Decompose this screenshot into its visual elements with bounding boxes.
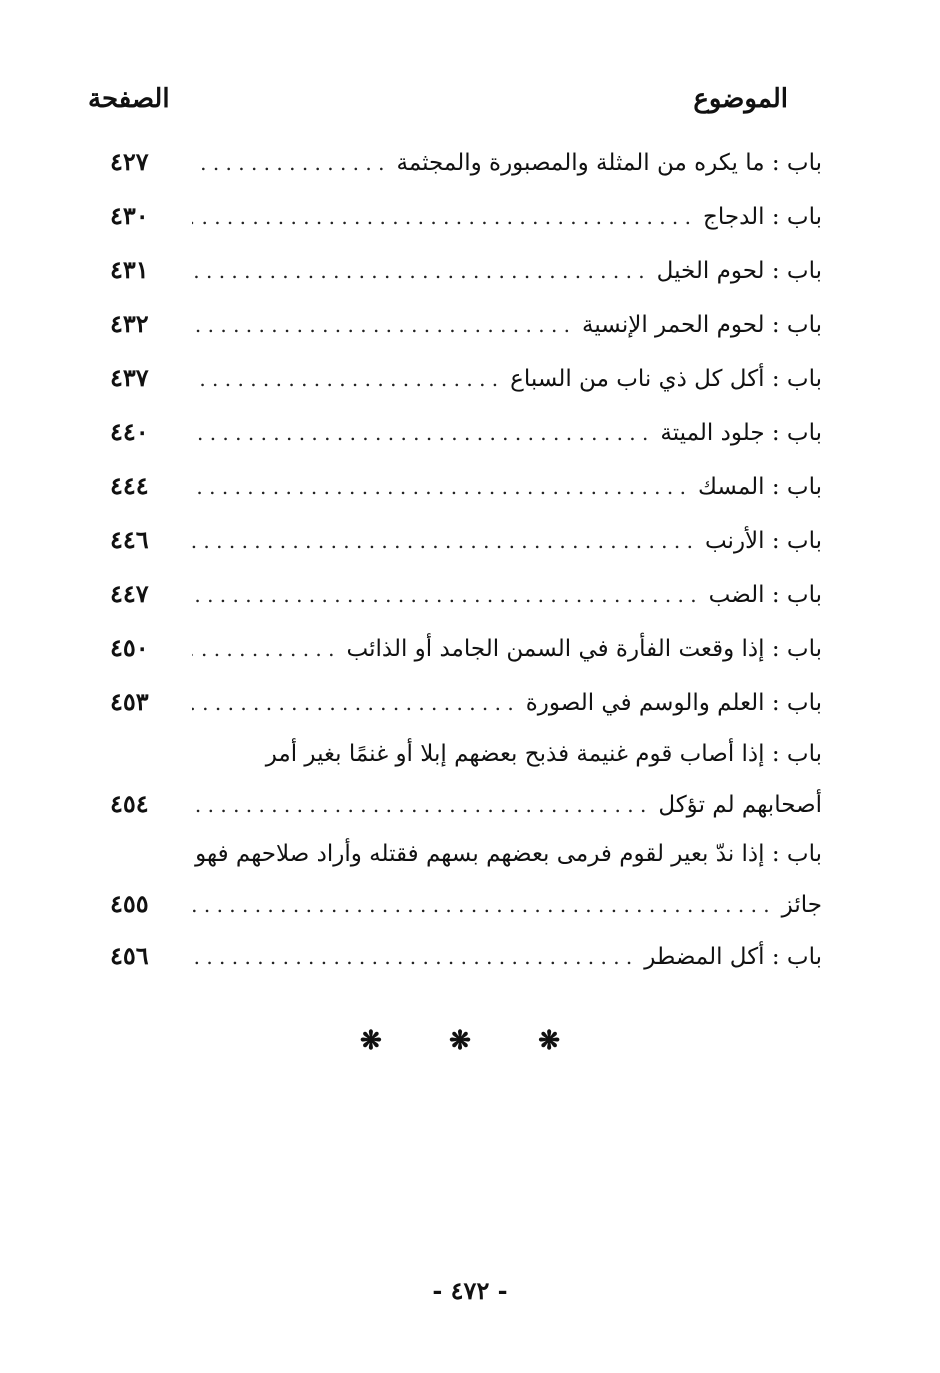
toc-entry-page: ٤٥٥ [110, 889, 149, 918]
toc-entry-line [110, 879, 822, 929]
toc-entry-page: ٤٥٤ [110, 789, 149, 818]
toc-entry-line [110, 779, 822, 829]
toc-entry-page: ٤٤٠ [110, 417, 149, 446]
toc-entry-page: ٤٣٢ [110, 309, 149, 338]
toc-entry-line [110, 621, 822, 675]
toc-entry [110, 243, 822, 297]
toc-entry-title: باب : أكل كل ذي ناب من السباع [510, 366, 822, 392]
toc-entry-title: باب : المسك [697, 474, 822, 500]
page-number: - ٤٧٢ - [432, 1276, 508, 1305]
toc-entry-page: ٤٣١ [110, 255, 149, 284]
toc-entry-line [110, 829, 822, 879]
toc-list [110, 135, 822, 983]
leader-dots [192, 780, 646, 830]
toc-entry-line [110, 675, 822, 729]
toc-entry [110, 929, 822, 983]
star-ornament-icon: ❋ [538, 1026, 560, 1056]
leader-dots [192, 880, 770, 930]
toc-entry-line [110, 189, 822, 243]
column-header-page: الصفحة [88, 84, 170, 114]
leader-dots [192, 352, 498, 406]
toc-entry-title: باب : أكل المضطر [644, 944, 822, 970]
toc-entry [110, 351, 822, 405]
toc-entry-line [110, 297, 822, 351]
toc-entry [110, 829, 822, 929]
toc-entry-title: باب : إذا وقعت الفأرة في السمن الجامد أو الذائب [346, 636, 822, 662]
toc-entry [110, 135, 822, 189]
toc-entry-line [110, 405, 822, 459]
leader-dots [192, 622, 335, 676]
toc-entry-title: جائز [781, 892, 822, 918]
toc-entry-line [110, 729, 822, 779]
toc-entry-title: باب : الضب [708, 582, 822, 608]
toc-entry [110, 513, 822, 567]
toc-entry-title: باب : لحوم الحمر الإنسية [582, 312, 822, 338]
toc-entry-page: ٤٣٠ [110, 201, 149, 230]
toc-entry [110, 729, 822, 829]
toc-entry-page: ٤٤٤ [110, 471, 149, 500]
toc-entry-page: ٤٤٦ [110, 525, 149, 554]
toc-entry-title: باب : جلود الميتة [660, 420, 822, 446]
toc-entry-line [110, 459, 822, 513]
leader-dots [192, 460, 686, 514]
toc-entry-title: باب : ما يكره من المثلة والمصبورة والمجثمة [396, 150, 822, 176]
toc-entry-page: ٤٤٧ [110, 579, 149, 608]
star-ornament-icon: ❋ [360, 1026, 382, 1056]
toc-entry-page: ٤٥٣ [110, 687, 149, 716]
toc-entry-line [110, 351, 822, 405]
leader-dots [192, 406, 648, 460]
leader-dots [192, 676, 514, 730]
column-header-topic: الموضوع [693, 84, 788, 114]
toc-entry [110, 567, 822, 621]
toc-entry-title: أصحابهم لم تؤكل [658, 792, 822, 818]
toc-entry-title: باب : إذا ندّ بعير لقوم فرمى بعضهم بسهم فقتله وأراد صلاحهم فهو [195, 841, 822, 867]
leader-dots [192, 568, 697, 622]
toc-entry-line [110, 243, 822, 297]
leader-dots [192, 244, 645, 298]
toc-entry-page: ٤٥٦ [110, 941, 149, 970]
toc-entry [110, 675, 822, 729]
toc-entry-title: باب : لحوم الخيل [656, 258, 822, 284]
toc-entry [110, 459, 822, 513]
leader-dots [192, 930, 632, 984]
toc-entry-title: باب : الدجاج [703, 204, 822, 230]
toc-entry-page: ٤٣٧ [110, 363, 149, 392]
toc-entry [110, 405, 822, 459]
toc-entry-line [110, 513, 822, 567]
toc-entry-line [110, 135, 822, 189]
leader-dots [192, 514, 693, 568]
toc-entry-line [110, 929, 822, 983]
leader-dots [192, 298, 570, 352]
star-ornament-icon: ❋ [449, 1026, 471, 1056]
leader-dots [192, 190, 691, 244]
toc-entry-line [110, 567, 822, 621]
toc-entry [110, 621, 822, 675]
toc-entry-page: ٤٢٧ [110, 147, 149, 176]
toc-entry-page: ٤٥٠ [110, 633, 149, 662]
toc-entry-title: باب : الأرنب [704, 528, 822, 554]
ornament-divider [360, 1026, 560, 1056]
leader-dots [192, 136, 384, 190]
toc-entry-title: باب : إذا أصاب قوم غنيمة فذبح بعضهم إبلا أو غنمًا بغير أمر [265, 741, 822, 767]
toc-entry-title: باب : العلم والوسم في الصورة [525, 690, 822, 716]
toc-entry [110, 297, 822, 351]
toc-entry [110, 189, 822, 243]
